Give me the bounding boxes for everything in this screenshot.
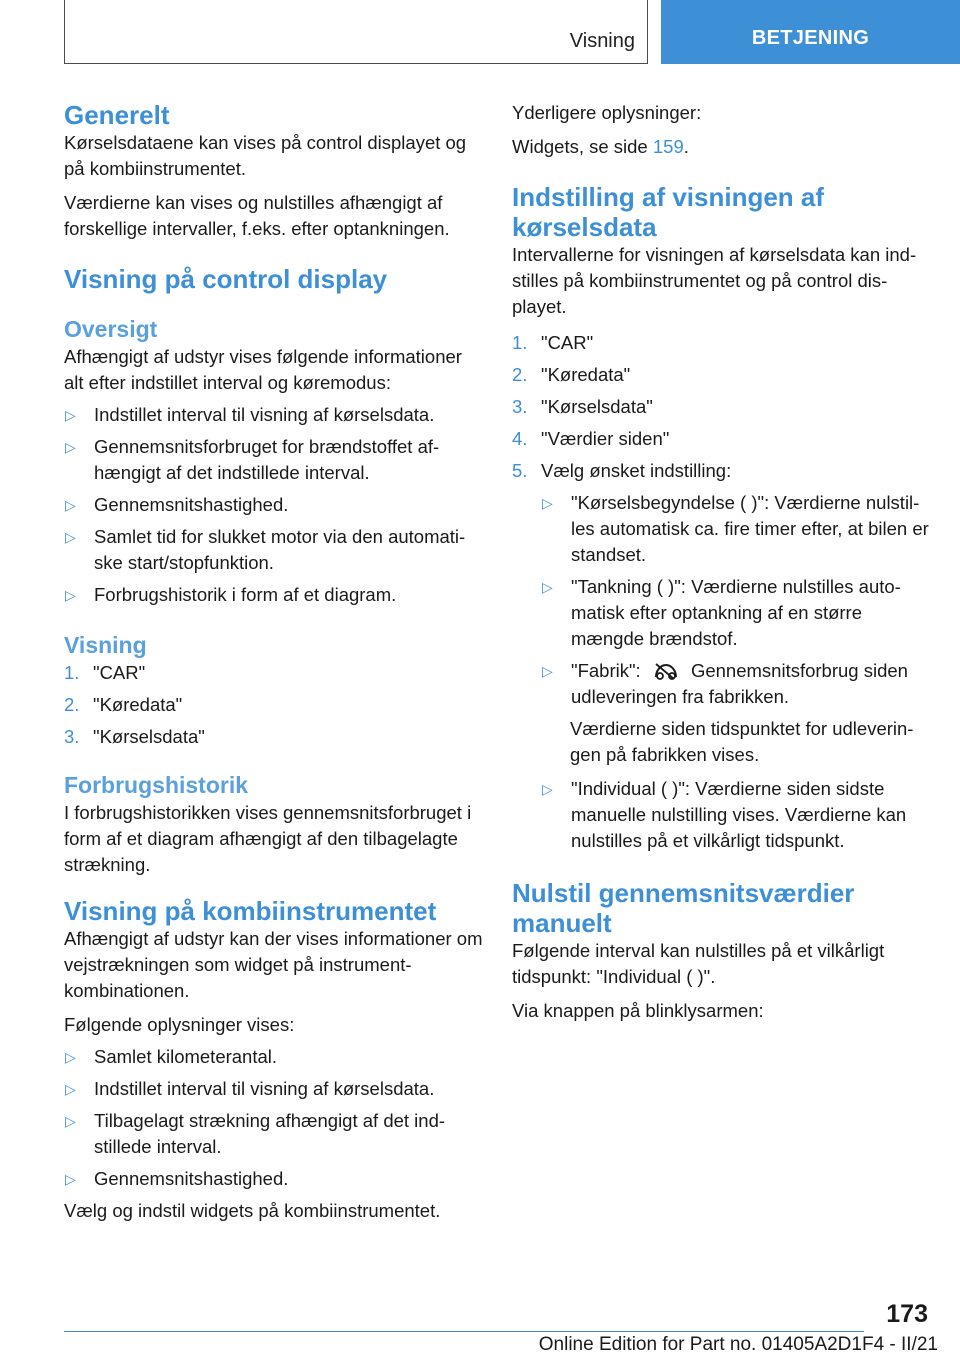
page-number: 173 (886, 1300, 928, 1328)
numbered-item: 2. "Køredata" (64, 694, 183, 715)
header-title: Visning (569, 30, 635, 52)
triangle-bullet-icon: ▷ (542, 579, 553, 595)
triangle-bullet-icon: ▷ (542, 495, 553, 511)
heading-control-display: Visning på control display (64, 264, 388, 294)
kombi-following: Følgende oplysninger vises: (64, 1014, 295, 1035)
widgets-reference: Widgets, se side 159. (512, 136, 689, 157)
page-link[interactable]: 159 (652, 136, 684, 157)
heading-generelt: Generelt (64, 100, 170, 130)
kombi-outro: Vælg og indstil widgets på kombiinstrumentet. (64, 1200, 441, 1221)
heading-oversigt: Oversigt (64, 316, 158, 342)
kombi-intro: Afhængigt af udstyr kan der vises informationer om vejstrækningen som widget på instrument-kombinationen. (64, 928, 483, 1001)
numbered-item: 3. "Kørselsdata" (512, 396, 653, 417)
footer-divider (64, 1331, 864, 1332)
heading-visning: Visning (64, 632, 147, 658)
bullet-item: ▷ Tilbagelagt strækning afhængigt af det ind-stillede interval. (64, 1108, 484, 1160)
heading-nulstil: Nulstil gennemsnitsværdier manuelt (512, 878, 855, 938)
triangle-bullet-icon: ▷ (65, 587, 76, 603)
bullet-item: ▷ Gennemsnitsforbruget for brændstoffet af-hængigt af det indstillede interval. (64, 434, 484, 486)
header-section-tab[interactable]: BETJENING (661, 0, 960, 64)
numbered-item: 1. "CAR" (64, 662, 146, 683)
numbered-item: 4. "Værdier siden" (512, 428, 670, 449)
numbered-item: 2. "Køredata" (512, 364, 631, 385)
indstilling-intro: Intervallerne for visningen af kørselsdata kan ind-stilles på kombiinstrumentet og på control dis-playet. (512, 244, 917, 317)
triangle-bullet-icon: ▷ (542, 781, 553, 797)
oversigt-intro: Afhængigt af udstyr vises følgende informationer alt efter indstillet interval og køremodus: (64, 346, 462, 393)
header-frame (64, 0, 648, 64)
option-sublist (541, 490, 932, 854)
triangle-bullet-icon: ▷ (65, 497, 76, 513)
fabrik-extra-text: Værdierne siden tidspunktet for udleverin-gen på fabrikken vises. (570, 718, 914, 765)
factory-reset-icon (652, 662, 680, 680)
heading-forbrugshistorik: Forbrugshistorik (64, 772, 249, 798)
bullet-item: ▷ Samlet kilometerantal. (64, 1044, 484, 1070)
bullet-item: ▷ "Individual ( )": Værdierne siden sidste manuelle nulstilling vises. Værdierne kan nulstilles på et vilkårligt tidspunkt. (541, 776, 932, 854)
triangle-bullet-icon: ▷ (542, 663, 553, 679)
bullet-item: ▷ "Kørselsbegyndelse ( )": Værdierne nulstil-les automatisk ca. fire timer efter, at bilen er standset. (541, 490, 932, 568)
bullet-item: ▷ "Tankning ( )": Værdierne nulstilles auto-matisk efter optankning af en større mængde brændstof. (541, 574, 932, 652)
generelt-p2: Værdierne kan vises og nulstilles afhængigt af forskellige intervaller, f.eks. efter optankningen. (64, 192, 450, 239)
bullet-item: ▷ Gennemsnitshastighed. (64, 1166, 484, 1192)
numbered-item: 5. Vælg ønsket indstilling: (512, 460, 732, 481)
nulstil-via: Via knappen på blinklysarmen: (512, 1000, 764, 1021)
bullet-item: ▷ Forbrugshistorik i form af et diagram. (64, 582, 484, 608)
triangle-bullet-icon: ▷ (65, 1171, 76, 1187)
bullet-item: ▷ Gennemsnitshastighed. (64, 492, 484, 518)
heading-kombiinstrument: Visning på kombiinstrumentet (64, 896, 437, 926)
triangle-bullet-icon: ▷ (65, 1049, 76, 1065)
numbered-item: 3. "Kørselsdata" (64, 726, 205, 747)
triangle-bullet-icon: ▷ (65, 529, 76, 545)
left-column (64, 100, 484, 1232)
bullet-item: ▷ Samlet tid for slukket motor via den automati-ske start/stopfunktion. (64, 524, 484, 576)
numbered-item: 1. "CAR" (512, 332, 594, 353)
nulstil-text: Følgende interval kan nulstilles på et vilkårligt tidspunkt: "Individual ( )". (512, 940, 885, 987)
bullet-item: ▷ Indstillet interval til visning af kørselsdata. (64, 1076, 484, 1102)
bullet-item: ▷ Indstillet interval til visning af kørselsdata. (64, 402, 484, 428)
triangle-bullet-icon: ▷ (65, 407, 76, 423)
forbrugshistorik-text: I forbrugshistorikken vises gennemsnitsforbruget i form af et diagram afhængigt af den tilbagelagte strækning. (64, 802, 472, 875)
more-info-label: Yderligere oplysninger: (512, 102, 702, 123)
triangle-bullet-icon: ▷ (65, 439, 76, 455)
triangle-bullet-icon: ▷ (65, 1113, 76, 1129)
footer-edition: Online Edition for Part no. 01405A2D1F4 - II/21 (538, 1334, 938, 1355)
generelt-p1: Kørselsdataene kan vises på control displayet og på kombiinstrumentet. (64, 132, 467, 179)
right-column (512, 100, 932, 1032)
triangle-bullet-icon: ▷ (65, 1081, 76, 1097)
bullet-item: ▷ "Fabrik": Gennemsnitsforbrug siden udleveringen fra fabrikken. (541, 658, 932, 710)
heading-indstilling: Indstilling af visningen af kørselsdata (512, 182, 825, 242)
